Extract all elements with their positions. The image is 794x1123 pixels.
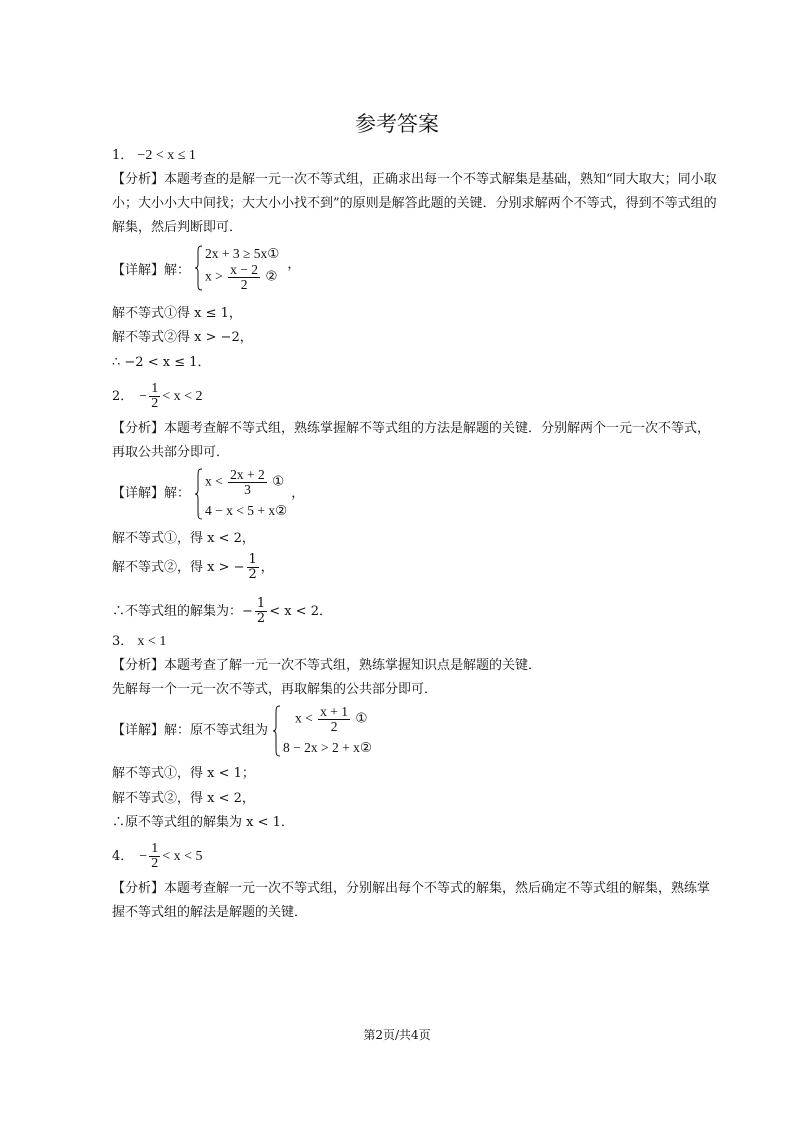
- q3-number: 3．: [112, 634, 134, 649]
- q2-detail-label: 【详解】解：: [112, 486, 191, 501]
- fraction: $\frac{1}{2}$: [151, 841, 159, 871]
- q3-inequality-2: 8 − 2x > 2 + x②: [283, 740, 372, 755]
- q1-number: 1．: [112, 148, 134, 163]
- q1-comma: ，: [287, 256, 301, 272]
- q2-step1: 解不等式①，得 x < 2，: [112, 531, 255, 546]
- q1-step1: 解不等式①得 x ≤ 1，: [112, 306, 242, 321]
- q1-answer-line: [112, 148, 196, 164]
- q4-analysis-line2: 握不等式组的解法是解题的关键．: [112, 905, 308, 920]
- fraction: $\frac{x + 1}{2}$: [320, 704, 349, 734]
- q2-step3: ∴不等式组的解集为：− $\frac{1}{2}$ < x < 2．: [112, 596, 332, 626]
- q2-answer-line: 2． − $\frac{1}{2}$ < x < 2: [112, 381, 203, 411]
- fraction: $\frac{x - 2}{2}$: [230, 262, 259, 292]
- q1-inequality-system: [194, 245, 279, 292]
- q3-inequality-1: x < $\frac{x + 1}{2}$ ①: [295, 704, 368, 734]
- q3-step1: 解不等式①，得 x < 1；: [112, 766, 255, 781]
- q3-answer-line: [112, 634, 166, 650]
- left-brace-icon: [194, 468, 203, 520]
- left-brace-icon: [194, 245, 203, 292]
- left-brace-icon: [272, 705, 281, 757]
- fraction: $\frac{1}{2}$: [256, 596, 266, 626]
- q3-detail: [112, 705, 372, 757]
- q1-answer: −2 < x ≤ 1: [137, 148, 196, 163]
- q3-inequality-system: [272, 705, 372, 757]
- q2-inequality-1: x < $\frac{2x + 2}{3}$ ①: [205, 467, 285, 497]
- q3-step2: 解不等式②，得 x < 2，: [112, 791, 255, 806]
- q2-inequality-2: 4 − x < 5 + x②: [205, 503, 288, 518]
- page-footer: 第2页/共4页: [363, 1028, 431, 1042]
- q1-analysis-line1: 【分析】本题考查的是解一元一次不等式组，正确求出每一个不等式解集是基础，熟知“同大取大；同小取: [112, 172, 717, 187]
- q3-analysis-line2: 先解每一个一元一次不等式，再取解集的公共部分即可．: [112, 682, 438, 697]
- q1-analysis-line3: 解集，然后判断即可．: [112, 220, 243, 235]
- q2-step2: 解不等式②，得 x > − $\frac{1}{2}$ ，: [112, 552, 274, 582]
- q2-analysis-line1: 【分析】本题考查解不等式组，熟练掌握解不等式组的方法是解题的关键．分别解两个一元一次不等式，: [112, 421, 711, 436]
- q1-inequality-1: 2x + 3 ≥ 5x①: [205, 246, 280, 261]
- q1-step2: 解不等式②得 x > −2，: [112, 330, 253, 345]
- page-title: 参考答案: [355, 112, 439, 136]
- q3-analysis-line1: 【分析】本题考查了解一元一次不等式组，熟练掌握知识点是解题的关键．: [112, 658, 542, 673]
- q4-number: 4．: [112, 848, 134, 864]
- q2-number: 2．: [112, 388, 134, 404]
- q2-answer: < x < 2: [162, 388, 203, 404]
- fraction: $\frac{2x + 2}{3}$: [230, 467, 265, 497]
- q1-detail-label: 【详解】解：: [112, 262, 191, 278]
- q1-inequality-2: x > $\frac{x - 2}{2}$ ②: [205, 262, 278, 292]
- q2-comma: ，: [291, 486, 305, 501]
- q4-answer: < x < 5: [162, 848, 203, 864]
- q4-analysis-line1: 【分析】本题考查解一元一次不等式组，分别解出每个不等式的解集，然后确定不等式组的解集，熟练掌: [112, 881, 711, 896]
- q2-inequality-system: [194, 468, 287, 520]
- q3-step3: ∴原不等式组的解集为 x < 1．: [112, 815, 294, 830]
- q1-step3: ∴ −2 < x ≤ 1．: [112, 355, 211, 370]
- q3-detail-label: 【详解】解：原不等式组为: [112, 723, 269, 738]
- q1-detail: [112, 245, 300, 292]
- fraction: $\frac{1}{2}$: [248, 552, 257, 582]
- q4-answer-line: 4． − $\frac{1}{2}$ < x < 5: [112, 841, 203, 871]
- q1-analysis-line2: 小；大小小大中间找；大大小小找不到”的原则是解答此题的关键．分别求解两个不等式，得到不等式组的: [112, 196, 717, 211]
- q3-answer: x < 1: [137, 634, 167, 649]
- q2-detail: [112, 468, 304, 520]
- q2-analysis-line2: 再取公共部分即可．: [112, 445, 230, 460]
- fraction: $\frac{1}{2}$: [151, 381, 159, 411]
